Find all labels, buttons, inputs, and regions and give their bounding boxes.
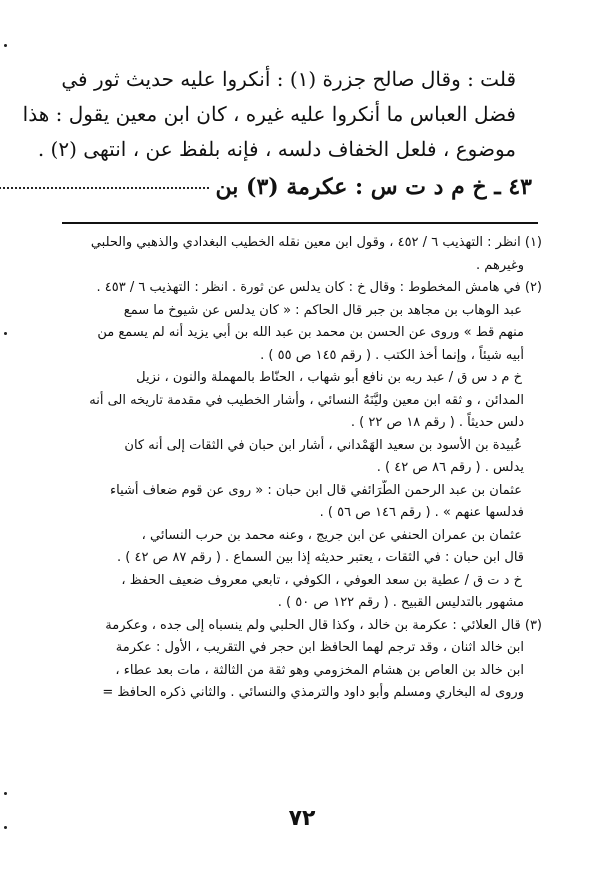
footnote-line: (١) انظر : التهذيب ٦ / ٤٥٢ ، وقول ابن معين نقله الخطيب البغدادي والذهبي والحلبي — [90, 235, 542, 250]
footnote-line: وروى له البخاري ومسلم وأبو داود والترمذي والنسائي . والثاني ذكره الحافظ = — [102, 685, 524, 700]
footnote-line: أبيه شيئاً ، وإنما أخذ الكتب . ( رقم ١٤٥ ص ٥٥ ) . — [260, 347, 524, 363]
entry-heading-text: ٤٣ ـ خ م د ت س : عكرمة (٣) بن — [215, 174, 532, 200]
footnote-line: منهم قط » وروى عن الحسن بن محمد بن عبد الله بن أبي يزيد أنه لم يسمع من — [97, 325, 524, 340]
footnote-separator — [62, 222, 538, 224]
footnote-line: ابن خالد بن العاص بن هشام المخزومي وهو ثقة من الثالثة ، مات بعد عطاء ، — [115, 662, 524, 678]
main-text-line: فضل العباس ما أنكروا عليه غيره ، كان ابن معين يقول : هذا — [22, 102, 516, 126]
footnote-line: ابن خالد اثنان ، وقد ترجم لهما الحافظ ابن حجر في التقريب ، الأول : عكرمة — [115, 640, 524, 655]
footnote-line: خ د ت ق / عطية بن سعد العوفي ، الكوفي ، تابعي معروف ضعيف الحفظ ، — [121, 572, 522, 588]
footnote-line: عبد الوهاب بن مجاهد بن جبر قال الحاكم : « كان يدلس عن شيوخ ما سمع — [123, 302, 522, 318]
footnote-line: قال ابن حبان : في الثقات ، يعتبر حديثه إذا بين السماع . ( رقم ٨٧ ص ٤٢ ) . — [117, 550, 524, 565]
page-number: ٧٢ — [288, 806, 316, 831]
footnote-line: المدائن ، و ثقه ابن معين وليَّنَهُ النسائي ، وأشار الخطيب في مقدمة تاريخه الى أنه — [89, 392, 524, 408]
entry-heading — [72, 170, 532, 204]
main-text-line: موضوع ، فلعل الخفاف دلسه ، فإنه بلفظ عن ، انتهى (٢) . — [37, 137, 516, 161]
scan-speck — [4, 332, 7, 335]
footnote-line: خ م د س ق / عبد ربه بن نافع أبو شهاب ، الحنّاط بالمهملة والنون ، نزيل — [136, 370, 522, 385]
footnote-line: وغيرهم . — [476, 257, 524, 273]
footnote-line: عثمان بن عمران الحنفي عن ابن جريج ، وعنه محمد بن حرب النسائي ، — [141, 527, 522, 543]
footnote-line: يدلس . ( رقم ٨٦ ص ٤٢ ) . — [376, 460, 524, 475]
footnote-line: فدلسها عنهم » . ( رقم ١٤٦ ص ٥٦ ) . — [319, 505, 524, 520]
dotted-leader — [0, 187, 209, 189]
footnotes — [64, 232, 542, 705]
footnote-line: عُبيدة بن الأسود بن سعيد الهَمْداني ، أشار ابن حبان في الثقات إلى أنه كان — [124, 437, 522, 453]
footnote-line: دلس حديثاً . ( رقم ١٨ ص ٢٢ ) . — [350, 415, 524, 430]
scan-speck — [4, 44, 7, 47]
footnote-line: مشهور بالتدليس القبيح . ( رقم ١٢٢ ص ٥٠ ) . — [277, 595, 524, 610]
footnote-line: عثمان بن عبد الرحمن الطَّرَائفي قال ابن حبان : « روى عن قوم ضعاف أشياء — [110, 482, 522, 498]
footnote-line: (٢) في هامش المخطوط : وقال خ : كان يدلس عن ثورة . انظر : التهذيب ٦ / ٤٥٣ . — [96, 280, 542, 295]
scan-speck — [4, 826, 7, 829]
main-text-line: قلت : وقال صالح جزرة (١) : أنكروا عليه حديث ثور في — [61, 67, 516, 91]
footnote-line: (٣) قال العلائي : عكرمة بن خالد ، وكذا قال الحلبي ولم ينسباه إلى جده ، وعكرمة — [105, 617, 542, 633]
scan-speck — [4, 792, 7, 795]
